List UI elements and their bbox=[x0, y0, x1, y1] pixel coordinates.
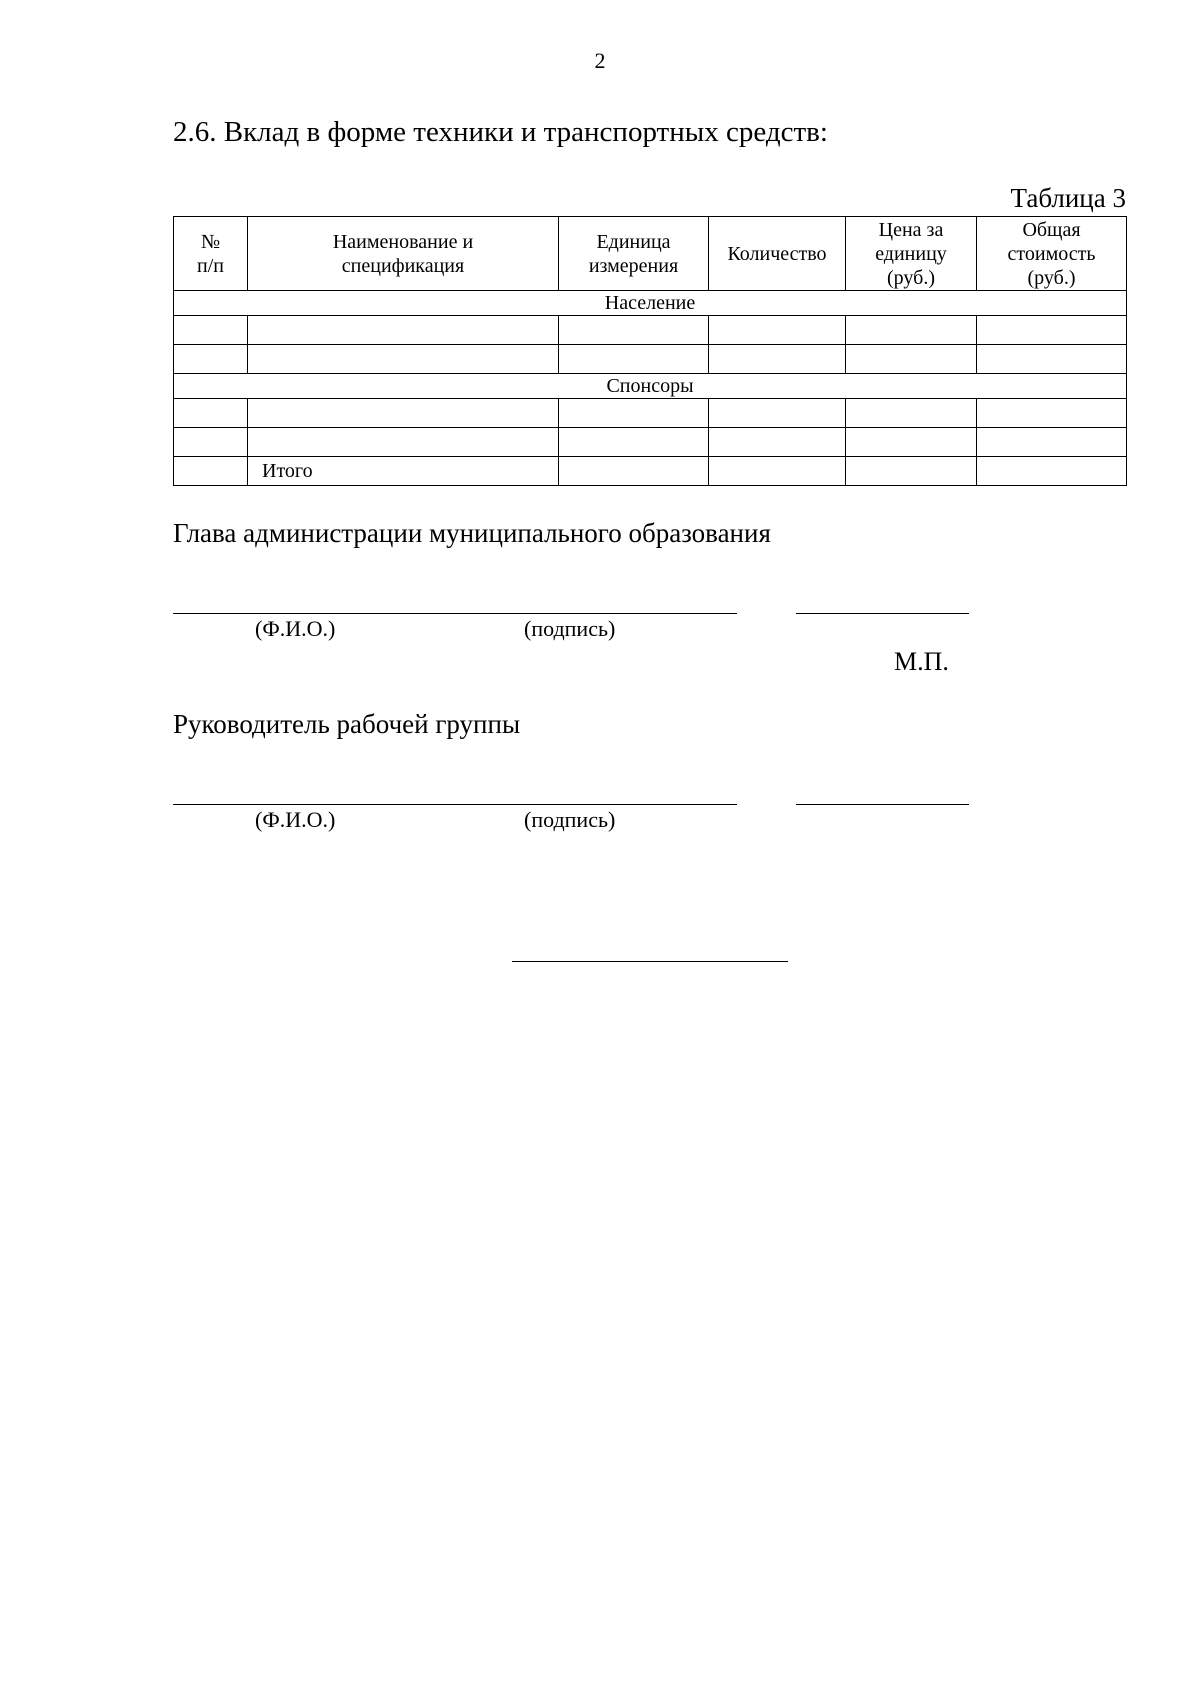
contribution-table bbox=[173, 216, 1127, 486]
table-cell[interactable] bbox=[559, 399, 709, 428]
leader-date-line[interactable] bbox=[796, 804, 969, 805]
header-quantity bbox=[709, 217, 846, 291]
header-quantity-text: Количество bbox=[727, 242, 827, 265]
table-cell[interactable] bbox=[846, 399, 977, 428]
table-label: Таблица 3 bbox=[1010, 183, 1126, 213]
table-cell[interactable] bbox=[248, 428, 559, 457]
group-label-population: Население bbox=[174, 291, 1127, 316]
table-cell[interactable] bbox=[174, 428, 248, 457]
table-cell[interactable] bbox=[846, 316, 977, 345]
table-cell[interactable] bbox=[977, 457, 1127, 486]
head-fio-caption: (Ф.И.О.) bbox=[255, 616, 336, 641]
head-signature-caption: (подпись) bbox=[524, 616, 616, 641]
header-name-text: Наименование и спецификация bbox=[332, 230, 474, 277]
header-unit bbox=[559, 217, 709, 291]
table-cell[interactable] bbox=[174, 457, 248, 486]
table-cell[interactable] bbox=[977, 316, 1127, 345]
header-unit-text: Единица измерения bbox=[588, 230, 679, 277]
table-row bbox=[174, 399, 1127, 428]
leader-fio-signature-line[interactable] bbox=[173, 804, 737, 805]
header-name bbox=[248, 217, 559, 291]
header-unit-price bbox=[846, 217, 977, 291]
head-title: Глава администрации муниципального образования bbox=[173, 518, 771, 548]
head-fio-signature-line[interactable] bbox=[173, 613, 737, 614]
table-cell[interactable] bbox=[709, 457, 846, 486]
table-row bbox=[174, 316, 1127, 345]
table-cell[interactable] bbox=[174, 399, 248, 428]
table-cell[interactable] bbox=[846, 457, 977, 486]
group-label-sponsors: Спонсоры bbox=[174, 374, 1127, 399]
table-cell[interactable] bbox=[174, 316, 248, 345]
table-cell[interactable] bbox=[846, 345, 977, 374]
page-number: 2 bbox=[594, 48, 606, 73]
header-total-cost bbox=[977, 217, 1127, 291]
table-header-row bbox=[174, 217, 1127, 291]
table-cell[interactable] bbox=[709, 345, 846, 374]
table-cell[interactable] bbox=[248, 316, 559, 345]
table-cell[interactable] bbox=[709, 428, 846, 457]
table-cell[interactable] bbox=[248, 345, 559, 374]
total-row bbox=[174, 457, 1127, 486]
table-cell[interactable] bbox=[709, 399, 846, 428]
header-number-text: № п/п bbox=[197, 230, 224, 277]
table-cell[interactable] bbox=[846, 428, 977, 457]
total-label: Итого bbox=[248, 457, 559, 486]
leader-fio-caption: (Ф.И.О.) bbox=[255, 807, 336, 832]
table-cell[interactable] bbox=[248, 399, 559, 428]
table-cell[interactable] bbox=[559, 428, 709, 457]
group-leader-title: Руководитель рабочей группы bbox=[173, 709, 521, 739]
table-cell[interactable] bbox=[709, 316, 846, 345]
head-date-line[interactable] bbox=[796, 613, 969, 614]
end-separator-line bbox=[512, 961, 788, 962]
group-row-sponsors bbox=[174, 374, 1127, 399]
leader-signature-caption: (подпись) bbox=[524, 807, 616, 832]
table-cell[interactable] bbox=[977, 345, 1127, 374]
section-heading: 2.6. Вклад в форме техники и транспортных средств: bbox=[173, 116, 828, 148]
table-cell[interactable] bbox=[559, 457, 709, 486]
table-cell[interactable] bbox=[559, 345, 709, 374]
table-row bbox=[174, 345, 1127, 374]
stamp-label: М.П. bbox=[894, 647, 949, 676]
table-cell[interactable] bbox=[977, 428, 1127, 457]
group-row-population bbox=[174, 291, 1127, 316]
table-cell[interactable] bbox=[174, 345, 248, 374]
table-row bbox=[174, 428, 1127, 457]
header-unit-price-text: Цена за единицу (руб.) bbox=[875, 218, 947, 289]
table-cell[interactable] bbox=[559, 316, 709, 345]
header-total-cost-text: Общая стоимость (руб.) bbox=[1007, 218, 1096, 289]
table-cell[interactable] bbox=[977, 399, 1127, 428]
header-number bbox=[174, 217, 248, 291]
